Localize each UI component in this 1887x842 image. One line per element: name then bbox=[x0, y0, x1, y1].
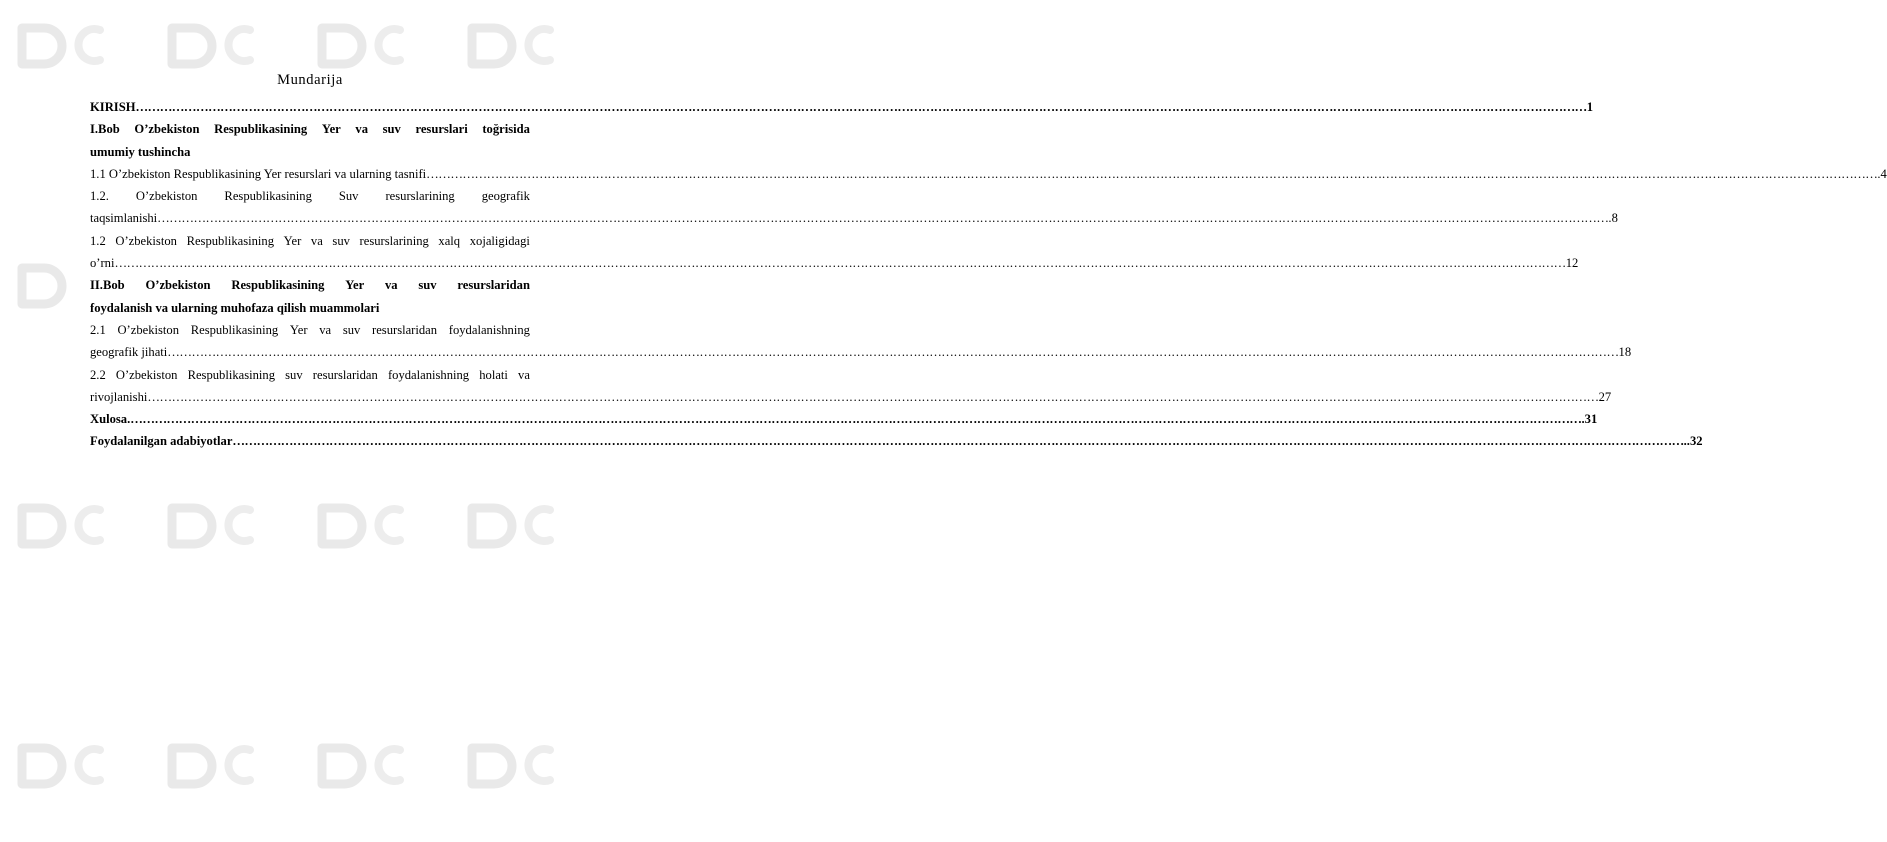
toc-entry-bob2-line2: foydalanish va ularning muhofaza qilish muammolari bbox=[90, 300, 380, 315]
toc-entry-s2-2-line1-word: 2.2 bbox=[90, 367, 106, 382]
toc-entry-s1-2b-line2-text: o’rni bbox=[90, 256, 115, 271]
toc-entry-bob1-line1-word: Yer bbox=[321, 122, 341, 137]
toc-entry-s1-2b-line1-word: xojaligidagi bbox=[469, 233, 530, 248]
toc-entry-s1-2b-line2-page-number: 12 bbox=[1565, 256, 1579, 271]
toc-entry-s1-2a-line1-word: 1.2. bbox=[90, 189, 109, 204]
toc-entry-bob1-line1-word: Respublikasining bbox=[214, 122, 308, 137]
toc-entry-adabiyot bbox=[90, 430, 1703, 452]
toc-entry-adabiyot-text: Foydalanilgan adabiyotlar bbox=[90, 434, 233, 449]
toc-entry-s1-2b-line1-word: Yer bbox=[283, 233, 302, 248]
toc-entry-s1-2b-line1-word: xalq bbox=[438, 233, 461, 248]
toc-entry-bob1-line1-word: toğrisida bbox=[482, 122, 530, 137]
toc-entry-bob2-line1-word: Yer bbox=[345, 278, 365, 293]
toc-entry-s1-1-leader: ……………………………………………………………………………………………………………………………………………………………………………………………………………………………………………………………………………………………………………………………… bbox=[426, 166, 1878, 181]
toc-entry-s2-1-line1-word: va bbox=[319, 322, 332, 337]
toc-entry-s2-1-line1 bbox=[90, 319, 530, 341]
toc-entry-s2-1-line2-text: geografik jihati bbox=[90, 345, 168, 360]
toc-entry-s1-2b-line1-word: va bbox=[310, 233, 323, 248]
toc-entry-s1-1 bbox=[90, 163, 1887, 185]
toc-entry-kirish bbox=[90, 96, 1594, 118]
toc-entry-bob2-line1-word: II.Bob bbox=[90, 278, 125, 293]
toc-entry-bob2-line1-word: O’zbekiston bbox=[145, 278, 211, 293]
toc-title: Mundarija bbox=[277, 72, 343, 88]
toc-entry-s1-2a-line2 bbox=[90, 207, 1618, 229]
toc-entry-s2-2-line2-page-number: 27 bbox=[1598, 389, 1612, 404]
toc-entry-s1-2a-line1-word: Respublikasining bbox=[224, 189, 312, 204]
toc-entry-bob2-line1-word: va bbox=[384, 278, 398, 293]
toc-entry-xulosa-text: Xulosa. bbox=[90, 412, 131, 427]
toc-entry-s2-1-line1-word: suv bbox=[342, 322, 361, 337]
toc-entry-s2-2-line1-word: holati bbox=[479, 367, 508, 382]
toc-entry-s2-1-line1-word: resurslaridan bbox=[372, 322, 438, 337]
toc-entry-s1-2b-line1 bbox=[90, 230, 530, 252]
toc-entry-s1-2b-line1-word: 1.2 bbox=[90, 233, 106, 248]
toc-entry-s1-2b-line1-word: Respublikasining bbox=[186, 233, 275, 248]
toc-entry-s1-2a-line2-leader: ……………………………………………………………………………………………………………………………………………………………………………………………………………………………………………………………………………………………………………………………… bbox=[157, 211, 1609, 226]
toc-entry-s1-2a-line1 bbox=[90, 185, 530, 207]
toc-entry-bob1-line1-word: I.Bob bbox=[90, 122, 120, 137]
toc-entry-s2-1-line2 bbox=[90, 341, 1632, 363]
toc-entry-s1-2a-line1-word: resurslarining bbox=[385, 189, 455, 204]
toc-entry-s2-2-line1 bbox=[90, 364, 530, 386]
toc-entry-xulosa-leader: ……………………………………………………………………………………………………………………………………………………………………………………………………………………………………………………………………………………………………………………………… bbox=[130, 412, 1582, 427]
toc-entry-bob2-line1-word: Respublikasining bbox=[231, 278, 325, 293]
toc-entry-s2-1-line1-word: O’zbekiston bbox=[117, 322, 180, 337]
toc-entry-s1-2b-line1-word: O’zbekiston bbox=[115, 233, 177, 248]
toc-entry-s2-2-line1-word: suv bbox=[285, 367, 303, 382]
toc-entry-bob1-line1 bbox=[90, 118, 530, 140]
toc-entry-s2-1-line1-word: Yer bbox=[289, 322, 308, 337]
toc-entry-bob1-line1-word: O’zbekiston bbox=[134, 122, 200, 137]
toc-entry-s2-2-line2 bbox=[90, 386, 1612, 408]
toc-entry-s2-1-line2-page-number: 18 bbox=[1618, 345, 1632, 360]
toc-entry-s1-2a-line2-page-number: .8 bbox=[1608, 211, 1618, 226]
toc-entry-s2-2-line1-word: resurslaridan bbox=[312, 367, 378, 382]
toc-entry-s2-2-line1-word: Respublikasining bbox=[187, 367, 276, 382]
toc-entry-s1-2a-line1-word: O’zbekiston bbox=[135, 189, 198, 204]
toc-entry-s1-2a-line2-text: taqsimlanishi bbox=[90, 211, 158, 226]
table-of-contents bbox=[90, 70, 1887, 453]
toc-entry-s1-2a-line1-word: Suv bbox=[338, 189, 359, 204]
toc-entry-s2-1-line2-leader: ……………………………………………………………………………………………………………………………………………………………………………………………………………………………………………………………………………………………………………………………… bbox=[167, 345, 1619, 360]
toc-entry-kirish-page-number: 1 bbox=[1586, 100, 1594, 114]
toc-entry-s2-1-line1-word: Respublikasining bbox=[190, 322, 279, 337]
toc-entry-adabiyot-page-number: ..32 bbox=[1683, 434, 1703, 449]
toc-entry-xulosa-page-number: .31 bbox=[1581, 412, 1598, 427]
toc-entry-s2-2-line2-leader: ……………………………………………………………………………………………………………………………………………………………………………………………………………………………………………………………………………………………………………………………… bbox=[147, 389, 1599, 404]
toc-entry-xulosa bbox=[90, 408, 1598, 430]
toc-entry-bob1-line1-word: suv bbox=[382, 122, 401, 137]
toc-entry-s2-2-line1-word: O’zbekiston bbox=[115, 367, 178, 382]
toc-entry-bob1-line2: umumiy tushincha bbox=[90, 144, 191, 159]
toc-entry-kirish-text: KIRISH bbox=[90, 100, 136, 114]
toc-entry-s1-2a-line1-word: geografik bbox=[481, 189, 530, 204]
toc-entry-s1-2b-line2-leader: ……………………………………………………………………………………………………………………………………………………………………………………………………………………………………………………………………………………………………………………………… bbox=[114, 256, 1566, 271]
toc-entry-s2-2-line1-word: va bbox=[518, 367, 530, 382]
toc-entries bbox=[90, 96, 1887, 453]
toc-entry-s1-2b-line2 bbox=[90, 252, 1579, 274]
toc-entry-bob2-line1-word: resurslaridan bbox=[457, 278, 530, 293]
toc-entry-kirish-leader: ……………………………………………………………………………………………………………………………………………………………………………………………………………………………………………………………………………………………………………………………… bbox=[135, 100, 1587, 114]
toc-entry-bob2-line1-word: suv bbox=[418, 278, 437, 293]
toc-entry-s1-1-text: 1.1 O’zbekiston Respublikasining Yer resurslari va ularning tasnifi bbox=[90, 166, 427, 181]
toc-entry-s2-2-line2-text: rivojlanishi bbox=[90, 389, 148, 404]
toc-entry-adabiyot-leader: ……………………………………………………………………………………………………………………………………………………………………………………………………………………………………………………………………………………………………………………………… bbox=[232, 434, 1684, 449]
toc-entry-bob2-line1 bbox=[90, 274, 530, 296]
toc-entry-s2-1-line1-word: foydalanishning bbox=[448, 322, 530, 337]
toc-entry-s1-2b-line1-word: suv bbox=[332, 233, 350, 248]
toc-entry-s1-2b-line1-word: resurslarining bbox=[359, 233, 429, 248]
toc-entry-s2-1-line1-word: 2.1 bbox=[90, 322, 106, 337]
toc-entry-bob1-line1-word: resurslari bbox=[415, 122, 468, 137]
toc-entry-s1-1-page-number: .4 bbox=[1877, 166, 1887, 181]
toc-entry-s2-2-line1-word: foydalanishning bbox=[387, 367, 470, 382]
toc-entry-bob1-line1-word: va bbox=[355, 122, 368, 137]
